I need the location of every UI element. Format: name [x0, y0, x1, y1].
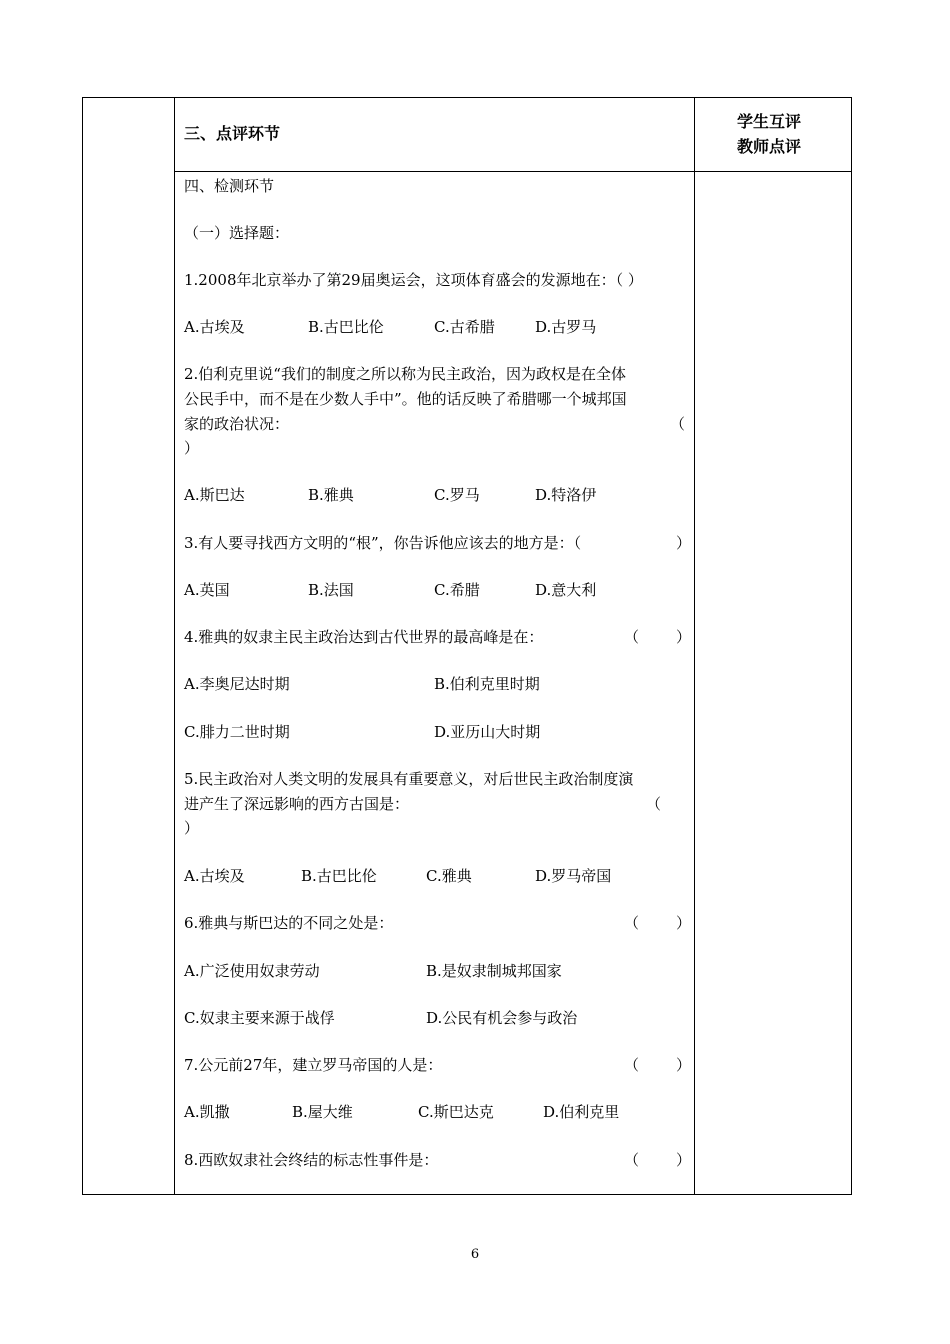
q3-option-c: C.希腊: [434, 581, 480, 599]
q6-paren-open: （: [624, 914, 640, 932]
q1-option-c: C.古希腊: [434, 318, 495, 336]
q1-option-b: B.古巴比伦: [308, 318, 384, 336]
q2-paren-close: ）: [184, 439, 200, 457]
q5-option-d: D.罗马帝国: [535, 867, 612, 885]
row-divider: [174, 171, 852, 172]
q4-option-c: C.腓力二世时期: [184, 723, 290, 741]
q1-option-a: A.古埃及: [184, 318, 245, 336]
q4-stem: 4.雅典的奴隶主民主政治达到古代世界的最高峰是在：: [184, 628, 544, 646]
q7-paren-open: （: [624, 1056, 640, 1074]
q4-option-d: D.亚历山大时期: [434, 723, 541, 741]
q5-option-a: A.古埃及: [184, 867, 245, 885]
q2-stem-line3: 家的政治状况：: [184, 415, 290, 433]
subheading-choice: （一）选择题：: [184, 224, 290, 242]
q1-option-d: D.古罗马: [535, 318, 597, 336]
q3-option-a: A.英国: [184, 581, 230, 599]
q7-option-d: D.伯利克里: [543, 1103, 620, 1121]
q7-option-a: A.凯撒: [184, 1103, 230, 1121]
q6-option-d: D.公民有机会参与政治: [426, 1009, 578, 1027]
column-divider-left: [174, 97, 175, 1195]
q5-paren-close: ）: [184, 819, 200, 837]
q5-option-b: B.古巴比伦: [301, 867, 377, 885]
q3-option-d: D.意大利: [535, 581, 597, 599]
q1-stem: 1.2008年北京举办了第29届奥运会，这项体育盛会的发源地在：（ ）: [184, 271, 643, 289]
q2-stem-line2: 公民手中，而不是在少数人手中”。他的话反映了希腊哪一个城邦国: [184, 390, 627, 408]
q6-option-c: C.奴隶主要来源于战俘: [184, 1009, 335, 1027]
q5-option-c: C.雅典: [426, 867, 472, 885]
q3-option-b: B.法国: [308, 581, 354, 599]
q2-option-a: A.斯巴达: [184, 486, 245, 504]
q8-paren-open: （: [624, 1151, 640, 1169]
q2-option-d: D.特洛伊: [535, 486, 597, 504]
q4-option-a: A.李奥尼达时期: [184, 675, 290, 693]
q7-paren-close: ）: [676, 1056, 692, 1074]
q6-stem: 6.雅典与斯巴达的不同之处是：: [184, 914, 394, 932]
q7-option-b: B.屋大维: [292, 1103, 353, 1121]
section3-heading: 三、点评环节: [184, 124, 281, 143]
q5-paren-open: （: [646, 795, 662, 813]
q3-stem: 3.有人要寻找西方文明的“根”，你告诉他应该去的地方是：（: [184, 534, 582, 552]
q4-paren-open: （: [624, 628, 640, 646]
q2-paren-open: （: [670, 415, 686, 433]
q6-option-b: B.是奴隶制城邦国家: [426, 962, 562, 980]
page-number: 6: [470, 1247, 480, 1262]
q8-paren-close: ）: [676, 1151, 692, 1169]
q7-option-c: C.斯巴达克: [418, 1103, 494, 1121]
teacher-review-label: 教师点评: [737, 137, 802, 156]
q6-option-a: A.广泛使用奴隶劳动: [184, 962, 320, 980]
section4-heading: 四、检测环节: [184, 177, 275, 195]
q4-paren-close: ）: [676, 628, 692, 646]
q5-stem-line1: 5.民主政治对人类文明的发展具有重要意义，对后世民主政治制度演: [184, 770, 634, 788]
column-divider-right: [694, 97, 695, 1195]
q2-option-c: C.罗马: [434, 486, 480, 504]
q4-option-b: B.伯利克里时期: [434, 675, 540, 693]
q2-option-b: B.雅典: [308, 486, 354, 504]
q8-stem: 8.西欧奴隶社会终结的标志性事件是：: [184, 1151, 439, 1169]
peer-review-label: 学生互评: [737, 112, 802, 131]
q6-paren-close: ）: [676, 914, 692, 932]
q2-stem-line1: 2.伯利克里说“我们的制度之所以称为民主政治，因为政权是在全体: [184, 365, 626, 383]
q5-stem-line2: 进产生了深远影响的西方古国是：: [184, 795, 410, 813]
q3-paren-close: ）: [676, 534, 692, 552]
q7-stem: 7.公元前27年，建立罗马帝国的人是：: [184, 1056, 443, 1074]
